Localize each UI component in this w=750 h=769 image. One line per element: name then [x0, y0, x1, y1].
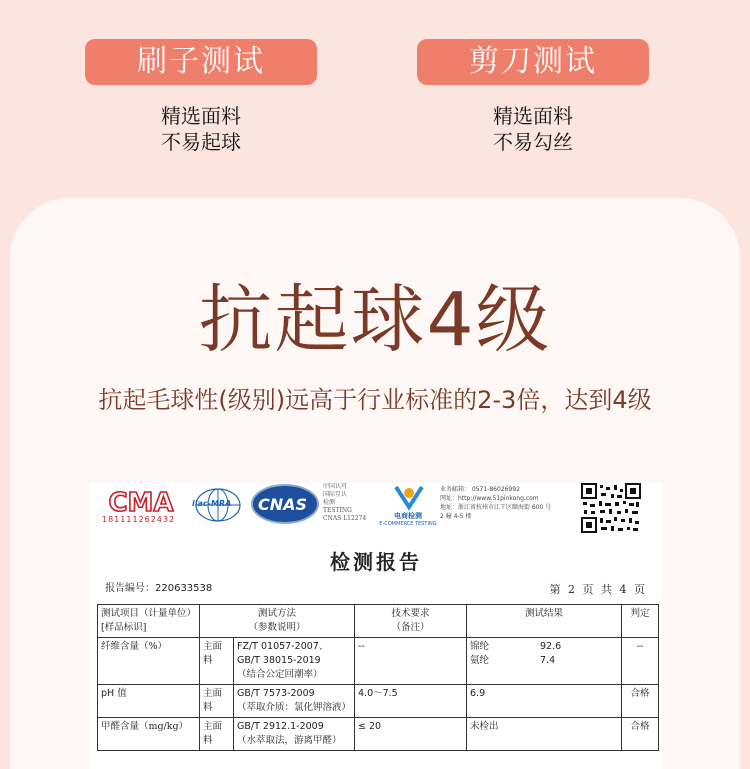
- cnas-line: 检测: [323, 499, 336, 506]
- test-method: [234, 685, 355, 718]
- column-header: 测试结果: [467, 605, 622, 638]
- column-header: 测试方法 （参数说明）: [200, 605, 355, 638]
- cnas-label: CNAS: [258, 495, 308, 514]
- column-header: 测试项目（计量单位） [样品标识]: [98, 605, 200, 638]
- table-header-row: [98, 605, 659, 638]
- ecommerce-testing-logo-icon: [392, 483, 426, 511]
- brush-test-description: [85, 103, 317, 155]
- verdict: 合格: [622, 718, 659, 751]
- method-note: （萃取介质：氯化钾溶液）: [237, 702, 352, 713]
- feature-line: 不易勾丝: [493, 130, 573, 154]
- method-standard: GB/T 7573-2009: [237, 688, 315, 699]
- cnas-accreditation-text: [323, 483, 366, 523]
- page-indicator: 第 2 页 共 4 页: [549, 583, 647, 596]
- headline: 抗起球4级: [198, 277, 552, 363]
- cnas-line: 中国认可: [323, 483, 348, 490]
- fiber-percent: 7.4: [540, 655, 556, 666]
- cnas-line: 国际互认: [323, 491, 348, 498]
- contact-line: 业务邮箱： 0571-86026992: [440, 486, 520, 493]
- requirement: 4.0～7.5: [355, 685, 467, 718]
- test-result: 6.9: [467, 685, 622, 718]
- table-row: [98, 638, 659, 685]
- contact-line: 地址：浙江省杭州市江干区颐海街 600 号: [440, 504, 552, 511]
- cma-logo-icon: [101, 485, 181, 517]
- lab-contact-info: [440, 485, 551, 521]
- scissors-test-description: [417, 103, 649, 155]
- method-standard: GB/T 2912.1-2009: [237, 721, 324, 732]
- feature-line: 精选面料: [161, 104, 241, 128]
- feature-line: 精选面料: [493, 104, 573, 128]
- test-item: pH 值: [98, 685, 200, 718]
- cnas-line: TESTING: [323, 507, 352, 514]
- method-standard: FZ/T 01057-2007、GB/T 38015-2019: [237, 641, 329, 666]
- contact-line: 网址：http://www.51pinkong.com: [440, 495, 539, 502]
- test-item: 甲醛含量（mg/kg）: [98, 718, 200, 751]
- column-header: 判定: [622, 605, 659, 638]
- feature-line: 不易起球: [161, 130, 241, 154]
- sample-part: 主面料: [200, 685, 234, 718]
- report-number-label: 报告编号：: [105, 583, 155, 594]
- test-result: [467, 638, 622, 685]
- report-number-value: 220633538: [155, 583, 213, 594]
- report-title: 检测报告: [330, 550, 422, 574]
- contact-line: 2 幢 4-5 楼: [440, 513, 472, 520]
- test-method: [234, 718, 355, 751]
- method-note: （结合公定回潮率）: [237, 669, 323, 680]
- qr-code-icon: [581, 483, 641, 533]
- test-item: 纤维含量（%）: [98, 638, 200, 685]
- ecommerce-testing-en: E-COMMERCE TESTING: [379, 521, 437, 527]
- verdict: --: [622, 638, 659, 685]
- report-number: [105, 579, 212, 594]
- ilac-mra-label: ilac-MRA: [192, 499, 232, 508]
- test-report: [90, 483, 662, 769]
- brush-test-badge: 刷子测试: [85, 39, 317, 85]
- requirement: ≤ 20: [355, 718, 467, 751]
- requirement: --: [355, 638, 467, 685]
- scissors-test-badge: 剪刀测试: [417, 39, 649, 85]
- ecommerce-testing-label: [373, 511, 443, 527]
- svg-text:CMA: CMA: [108, 488, 174, 517]
- table-row: [98, 718, 659, 751]
- test-result: 未检出: [467, 718, 622, 751]
- subheadline: 抗起毛球性(级别)远高于行业标准的2-3倍，达到4级: [98, 386, 652, 414]
- fiber-percent: 92.6: [540, 641, 562, 652]
- sample-part: 主面料: [200, 718, 234, 751]
- table-row: [98, 685, 659, 718]
- sample-part: 主面料: [200, 638, 234, 685]
- method-note: （水萃取法，游离甲醛）: [237, 735, 342, 746]
- test-method: [234, 638, 355, 685]
- fiber-name: 氨纶: [470, 655, 490, 666]
- verdict: 合格: [622, 685, 659, 718]
- cma-number: 181111262432: [102, 515, 176, 524]
- test-results-table: [97, 604, 659, 751]
- fiber-name: 锦纶: [470, 641, 490, 652]
- column-header: 技术要求 （备注）: [355, 605, 467, 638]
- cnas-line: CNAS L12274: [323, 515, 367, 522]
- ecommerce-testing-cn: 电商检测: [394, 512, 422, 520]
